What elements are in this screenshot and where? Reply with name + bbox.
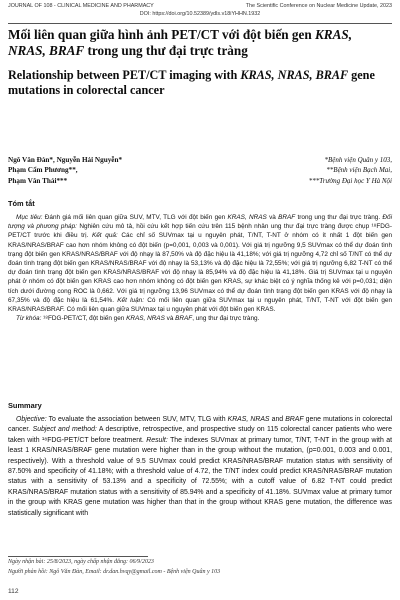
affiliation-line: *Bệnh viện Quân y 103, [324, 156, 392, 164]
title-english: Relationship between PET/CT imaging with KRAS, NRAS, BRAF gene mutations in colorectal cancer [8, 68, 375, 97]
footnote-contact: Người phản hồi: Ngô Văn Đàn, Email: dr.dan.hvqy@gmail.com - Bệnh viện Quân y 103 [8, 568, 221, 575]
footnotes [8, 558, 392, 577]
affiliation-list [222, 155, 392, 186]
author-line: Phạm Cẩm Phương**, [8, 166, 78, 175]
affiliation-line: ***Trường Đại học Y Hà Nội [308, 176, 392, 185]
author-line: Ngô Văn Đàn*, Nguyễn Hải Nguyễn* [8, 156, 123, 164]
affiliation-line: **Bệnh viện Bạch Mai, [326, 166, 392, 175]
doi-link[interactable]: DOI: https://doi.org/10.52389/ydls.v18iYHHN.1932 [139, 11, 261, 17]
summary-en-body [8, 415, 392, 519]
summary-vn-paragraph: Mục tiêu: Đánh giá mối liên quan giữa SUV, MTV, TLG với đột biến gen KRAS, NRAS và BRAF trong ung thư đại trực tràng. Đối tượng và phương pháp: Nghiên cứu mô tả, hồi cứu kết hợp tiến cứu trên 115 bệnh nhân ung thư đại trực tràng được chụp ¹⁸FDG-PET/CT trước khi điều trị. Kết quả: Các chỉ số SUVmax tại u nguyên phát, T/NT, T-NT ở nhóm có ít nhất 1 đột biến gen KRAS/NRAS/BRAF cao hơn nhóm không có đột biến (p=0,001, 0,003 và 0,001). Với giá trị ngưỡng 9,5 SUVmax có thể dự đoán tình trạng đột biến gen KRAS/NRAS/BRAF với độ nhạy là 87,50% và độ đặc hiệu là 41,18%; với giá trị ngưỡng 4,72 chỉ số T/NT có thể dự đoán tình trạng đột biến gen KRAS/NRAS/BRAF với độ nhạy là 53,13% và độ đặc hiệu là 72,55%; với giá trị ngưỡng 6,82 T-NT có thể dự đoán tình trạng đột biến gen KRAS/NRAS/BRAF với độ nhạy là 85,94% và độ đặc hiệu là 41,18%. Giá trị SUVmax tại u nguyên phát ở nhóm có đột biến gen KRAS cao hơn nhóm không có đột biến gen KRAS, sự khác biệt có ý nghĩa thống kê với p=0,031; diện tích dưới đường cong ROC là 0,662. Với giá trị ngưỡng 13,96 SUVmax có thể dự đoán tình trạng đột biến gen KRAS với độ nhạy là 67,35% và độ đặc hiệu là 61,54%. Kết luận: Có mối liên quan giữa SUVmax tại u nguyên phát, T/NT, T-NT với đột biến gen KRAS/NRAS/BRAF. Có mối liên quan giữa SUVmax tại u nguyên phát với đột biến gen KRAS. [8, 214, 393, 314]
header-rule [8, 23, 392, 24]
author-line: Phạm Văn Thái*** [8, 176, 68, 185]
author-list [8, 155, 208, 186]
summary-vn-heading: Tóm tắt [8, 199, 35, 208]
summary-vn-body [8, 213, 392, 323]
summary-en-heading: Summary [8, 401, 42, 410]
journal-name: JOURNAL OF 108 - CLINICAL MEDICINE AND PHARMACY [8, 3, 154, 9]
footnote-rule [8, 556, 148, 557]
summary-vn-keywords: Từ khóa: ¹⁸FDG-PET/CT, đột biến gen KRAS, NRAS và BRAF, ung thư đại trực tràng. [16, 315, 260, 323]
summary-en-paragraph: Objective: To evaluate the association between SUV, MTV, TLG with KRAS, NRAS and BRAF gene mutations in colorectal cancer. Subject and method: A descriptive, retrospective, and prospective study on 115 colorectal cancer patients who were taken with ¹⁸FDG-PET/CT before treatment. Result: The indexes SUVmax at primary tumor, T/NT, T-NT in the group with at least 1 KRAS/NRAS/BRAF gene mutation were higher than in the group without the mutation, (p=0.001, 0.003 and 0.001, respectively). With a threshold value of 9.5 SUVmax could predict KRAS/NRAS/BRAF mutation status with sensitivity of 87.50% and specificity of 41.18%; with a threshold value of 4.72, the T/NT index could predict KRAS/NRAS/BRAF mutation status with a sensitivity of 53.13% and a specificity of 72.55%; with a cutoff value of 6.82 T-NT could predict KRAS/NRAS/BRAF mutation status with a sensitivity of 85.94% and a specificity of 41.18%. SUVmax value at primary tumor in the group with KRAS gene mutation was higher than that in the group without KRAS gene mutation, the difference was statistically significant with [8, 416, 392, 517]
conference-name: The Scientific Conference on Nuclear Medicine Update, 2023 [245, 3, 392, 9]
running-header [8, 3, 392, 25]
title-vietnamese: Mối liên quan giữa hình ảnh PET/CT với đột biến gen KRAS, NRAS, BRAF trong ung thư đại trực tràng [8, 27, 353, 58]
page-number: 112 [8, 588, 19, 595]
footnote-received: Ngày nhận bài: 25/8/2023, ngày chấp nhận đăng: 06/9/2023 [8, 559, 154, 565]
